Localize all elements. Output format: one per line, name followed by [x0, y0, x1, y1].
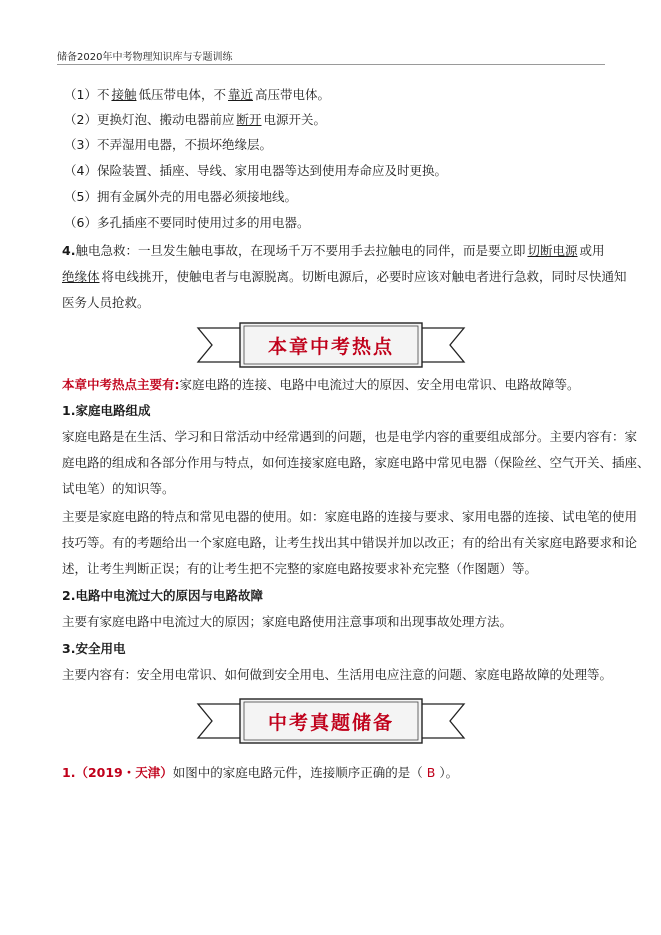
section-1-p2-line-3: 述，让考生判断正误；有的让考生把不完整的家庭电路按要求补充完整（作图题）等。 [62, 561, 538, 576]
page-header: 储备2020年中考物理知识库与专题训练 [57, 52, 233, 63]
section-2-text: 主要有家庭电路中电流过大的原因；家庭电路使用注意事项和出现事故处理方法。 [62, 614, 513, 629]
section-3-title: 3.安全用电 [62, 641, 126, 656]
first-aid-text-2: 将电线挑开，使触电者与电源脱离。切断电源后，必要时应该对触电者进行急救，同时尽快通知 [101, 269, 627, 284]
section-1-p2-line-1: 主要是家庭电路的特点和常见电器的使用。如：家庭电路的连接与要求、家用电器的连接、试电笔的使用 [62, 509, 638, 524]
section-1-p1-line-2: 庭电路的组成和各部分作用与特点，如何连接家庭电路，家庭电路中常见电器（保险丝、空气开关、插座、 [62, 455, 650, 470]
rule-3: （3）不弄湿用电器，不损坏绝缘层。 [64, 137, 272, 152]
rule-4: （4）保险装置、插座、导线、家用电器等达到使用寿命应及时更换。 [64, 163, 447, 178]
section-2-title: 2.电路中电流过大的原因与电路故障 [62, 588, 263, 603]
question-1-answer: B [426, 765, 436, 780]
section-1-p2-line-2: 技巧等。有的考题给出一个家庭电路，让考生找出其中错误并加以改正；有的给出有关家庭电路要求和论 [62, 535, 638, 550]
rule-1-mid: 低压带电体，不 [138, 87, 226, 102]
banner-real-questions [196, 696, 466, 746]
hotspot-text: 家庭电路的连接、电路中电流过大的原因、安全用电常识、电路故障等。 [179, 377, 580, 392]
section-3-text: 主要内容有：安全用电常识、如何做到安全用电、生活用电应注意的问题、家庭电路故障的处理等。 [62, 667, 613, 682]
section-1-p1-line-3: 试电笔）的知识等。 [62, 481, 175, 496]
question-1-end: ）。 [439, 765, 459, 780]
rule-1-post: 高压带电体。 [255, 87, 331, 102]
question-1-source: （2019・天津） [75, 765, 173, 780]
first-aid-line-1 [62, 242, 607, 260]
rule-6: （6）多孔插座不要同时使用过多的用电器。 [64, 215, 310, 230]
first-aid-line-3: 医务人员抢救。 [62, 295, 150, 310]
blank-insulator: 绝缘体 [62, 269, 100, 284]
rule-1 [64, 86, 609, 104]
header-rule [57, 64, 605, 65]
blank-cut-power: 切断电源 [527, 243, 578, 258]
rule-5: （5）拥有金属外壳的用电器必须接地线。 [64, 189, 297, 204]
banner-real-questions-title: 中考真题储备 [267, 711, 394, 734]
section-1-p1-line-1: 家庭电路是在生活、学习和日常活动中经常遇到的问题，也是电学内容的重要组成部分。主要内容有：家 [62, 429, 638, 444]
banner-hotspot-title: 本章中考热点 [267, 335, 394, 358]
hotspot-lead: 本章中考热点主要有: [62, 377, 180, 392]
first-aid-label: 4. [62, 243, 76, 258]
blank-approach: 靠近 [227, 87, 253, 102]
rule-2-post: 电源开关。 [263, 112, 326, 127]
first-aid-text-1b: 或用 [579, 243, 605, 258]
blank-disconnect: 断开 [236, 112, 262, 127]
hotspot-summary [62, 376, 607, 394]
question-1-text: 如图中的家庭电路元件，连接顺序正确的是（ [172, 765, 423, 780]
banner-hotspot [196, 320, 466, 370]
section-1-title: 1.家庭电路组成 [62, 403, 151, 418]
question-1 [62, 764, 607, 782]
blank-touch: 接触 [111, 87, 137, 102]
rule-2 [64, 111, 609, 129]
rule-1-pre: （1）不 [64, 87, 110, 102]
first-aid-text-1: 触电急救：一旦发生触电事故，在现场千万不要用手去拉触电的同伴，而是要立即 [75, 243, 526, 258]
question-1-number: 1. [62, 765, 76, 780]
rule-2-pre: （2）更换灯泡、搬动电器前应 [64, 112, 235, 127]
first-aid-line-2 [62, 268, 627, 286]
